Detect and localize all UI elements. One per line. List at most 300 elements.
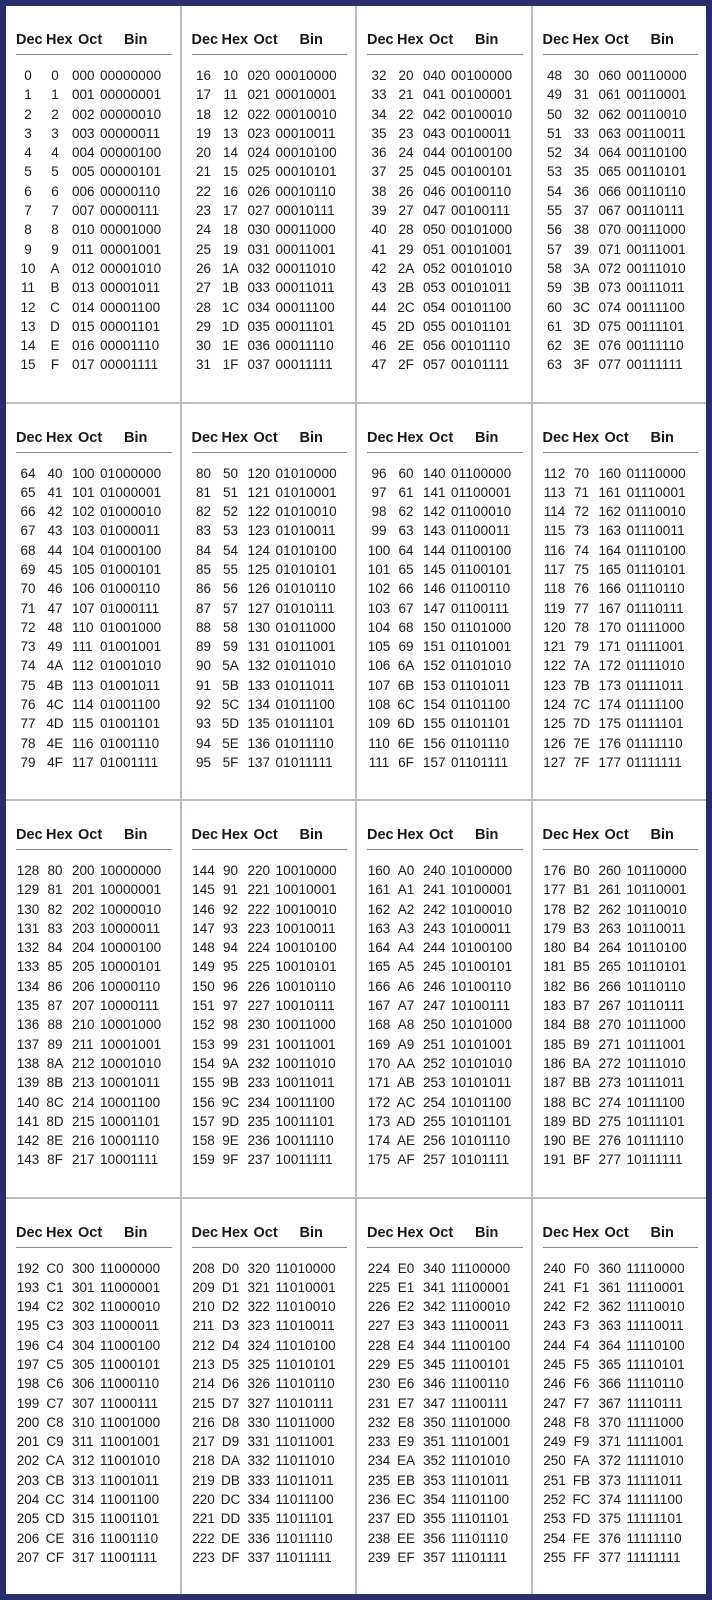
dec-cell: 127 bbox=[543, 754, 566, 770]
table-row bbox=[192, 523, 350, 542]
column-header-oct: Oct bbox=[429, 32, 454, 48]
dec-cell: 224 bbox=[367, 1260, 391, 1276]
table-row bbox=[367, 300, 525, 319]
dec-cell: 166 bbox=[367, 978, 391, 994]
table-row bbox=[16, 504, 174, 523]
bin-cell: 10000001 bbox=[100, 882, 162, 898]
dec-cell: 193 bbox=[16, 1279, 40, 1295]
bin-cell: 10010011 bbox=[275, 920, 336, 936]
dec-cell: 64 bbox=[20, 465, 36, 481]
hex-cell: 9D bbox=[221, 1113, 240, 1129]
table-row bbox=[367, 1318, 525, 1337]
table-row bbox=[16, 1114, 174, 1133]
bin-cell: 01110111 bbox=[626, 600, 684, 616]
hex-cell: 6E bbox=[397, 735, 415, 751]
hex-cell: F1 bbox=[573, 1279, 590, 1295]
bin-cell: 01111001 bbox=[626, 639, 685, 655]
hex-cell: F4 bbox=[573, 1337, 590, 1353]
oct-cell: 231 bbox=[247, 1036, 271, 1052]
bin-cell: 10011011 bbox=[275, 1075, 335, 1091]
oct-cell: 020 bbox=[247, 68, 271, 83]
hex-cell: 5D bbox=[221, 716, 240, 732]
dec-cell: 230 bbox=[367, 1376, 391, 1392]
oct-cell: 160 bbox=[598, 465, 622, 481]
dec-cell: 62 bbox=[546, 338, 563, 354]
hex-cell: FF bbox=[573, 1549, 590, 1565]
hex-cell: C8 bbox=[46, 1414, 64, 1430]
hex-cell: 11 bbox=[223, 87, 238, 103]
dec-cell: 203 bbox=[16, 1472, 40, 1488]
table-row bbox=[192, 902, 350, 921]
oct-cell: 340 bbox=[423, 1260, 446, 1276]
table-row bbox=[367, 319, 525, 338]
bin-cell: 10000010 bbox=[100, 901, 162, 917]
oct-cell: 272 bbox=[598, 1055, 622, 1071]
table-row bbox=[16, 1318, 174, 1337]
table-rows bbox=[367, 1261, 525, 1570]
bin-cell: 10101101 bbox=[451, 1113, 512, 1129]
hex-cell: 53 bbox=[222, 523, 239, 539]
column-header-dec: Dec bbox=[16, 827, 43, 843]
bin-cell: 00000101 bbox=[100, 164, 162, 180]
dec-cell: 219 bbox=[192, 1472, 215, 1488]
table-row bbox=[367, 1550, 525, 1569]
bin-cell: 10111011 bbox=[626, 1075, 685, 1091]
oct-cell: 232 bbox=[247, 1055, 271, 1071]
column-header-hex: Hex bbox=[46, 32, 73, 48]
oct-cell: 166 bbox=[598, 581, 622, 597]
hex-cell: D bbox=[50, 318, 60, 334]
table-row bbox=[543, 1550, 701, 1569]
dec-cell: 204 bbox=[16, 1492, 40, 1508]
oct-cell: 312 bbox=[72, 1453, 95, 1469]
oct-cell: 047 bbox=[423, 203, 446, 219]
column-header-hex: Hex bbox=[221, 429, 249, 446]
oct-cell: 204 bbox=[72, 940, 95, 956]
bin-cell: 10101100 bbox=[451, 1094, 512, 1110]
table-row bbox=[367, 1299, 525, 1318]
oct-cell: 014 bbox=[72, 299, 95, 315]
bin-cell: 00110001 bbox=[626, 87, 687, 103]
dec-cell: 132 bbox=[16, 940, 40, 956]
column-header-row bbox=[16, 430, 172, 453]
table-row bbox=[543, 1434, 701, 1453]
oct-cell: 335 bbox=[247, 1511, 271, 1527]
dec-cell: 252 bbox=[543, 1492, 566, 1508]
table-row bbox=[543, 1017, 701, 1036]
dec-cell: 209 bbox=[192, 1279, 215, 1295]
hex-cell: 49 bbox=[47, 639, 63, 655]
table-row bbox=[192, 504, 350, 523]
column-header-dec: Dec bbox=[367, 429, 394, 446]
oct-cell: 325 bbox=[247, 1356, 271, 1372]
bin-cell: 10010100 bbox=[275, 940, 337, 956]
dec-cell: 139 bbox=[16, 1075, 40, 1091]
oct-cell: 251 bbox=[423, 1036, 446, 1052]
dec-cell: 2 bbox=[24, 106, 32, 122]
oct-cell: 237 bbox=[247, 1152, 271, 1168]
dec-cell: 165 bbox=[367, 959, 391, 975]
dec-cell: 99 bbox=[371, 523, 387, 539]
oct-cell: 127 bbox=[247, 600, 271, 616]
oct-cell: 256 bbox=[423, 1133, 446, 1149]
bin-cell: 01011010 bbox=[275, 658, 336, 674]
dec-cell: 82 bbox=[195, 504, 212, 520]
column-header-bin: Bin bbox=[475, 1224, 499, 1241]
oct-cell: 116 bbox=[72, 735, 94, 751]
bin-cell: 11001101 bbox=[100, 1511, 160, 1527]
dec-cell: 52 bbox=[546, 145, 563, 161]
hex-cell: 76 bbox=[573, 581, 590, 597]
column-header-row bbox=[192, 827, 348, 850]
dec-cell: 70 bbox=[20, 581, 36, 597]
oct-cell: 327 bbox=[247, 1395, 271, 1411]
hex-cell: C bbox=[50, 299, 60, 315]
table-row bbox=[16, 126, 174, 145]
bin-cell: 00001100 bbox=[100, 299, 161, 315]
dec-cell: 26 bbox=[195, 260, 212, 276]
bin-cell: 10001000 bbox=[100, 1017, 162, 1033]
oct-cell: 117 bbox=[72, 754, 94, 770]
table-row bbox=[192, 716, 350, 735]
dec-cell: 141 bbox=[16, 1113, 40, 1129]
hex-cell: AE bbox=[396, 1133, 415, 1149]
oct-cell: 124 bbox=[247, 542, 271, 558]
hex-cell: 3E bbox=[573, 338, 590, 354]
dec-cell: 118 bbox=[543, 581, 566, 597]
hex-cell: 70 bbox=[573, 465, 590, 481]
table-row bbox=[192, 1473, 350, 1492]
hex-cell: E8 bbox=[397, 1414, 415, 1430]
bin-cell: 10011001 bbox=[275, 1036, 336, 1052]
bin-cell: 10011101 bbox=[275, 1113, 335, 1129]
hex-cell: 2F bbox=[398, 357, 414, 373]
bin-cell: 00100101 bbox=[451, 164, 513, 180]
column-header-bin: Bin bbox=[650, 32, 674, 48]
oct-cell: 276 bbox=[598, 1133, 622, 1149]
bin-cell: 01011110 bbox=[275, 735, 334, 751]
table-row bbox=[16, 1095, 174, 1114]
dec-cell: 35 bbox=[371, 125, 387, 141]
bin-cell: 00101011 bbox=[451, 280, 512, 296]
hex-cell: 89 bbox=[47, 1036, 63, 1052]
oct-cell: 200 bbox=[72, 863, 95, 878]
dec-cell: 89 bbox=[195, 639, 212, 655]
table-row bbox=[543, 562, 701, 581]
table-row bbox=[543, 940, 701, 959]
hex-cell: 8 bbox=[51, 222, 59, 238]
oct-cell: 346 bbox=[423, 1376, 446, 1392]
hex-cell: B7 bbox=[573, 998, 590, 1014]
table-row bbox=[16, 523, 174, 542]
hex-cell: D4 bbox=[221, 1337, 240, 1353]
table-row bbox=[16, 998, 174, 1017]
dec-cell: 244 bbox=[543, 1337, 566, 1353]
table-rows bbox=[16, 68, 174, 377]
dec-cell: 68 bbox=[20, 542, 36, 558]
hex-cell: FB bbox=[572, 1472, 591, 1488]
bin-cell: 00011000 bbox=[275, 222, 336, 238]
table-row bbox=[16, 882, 174, 901]
table-row bbox=[367, 68, 525, 87]
oct-cell: 341 bbox=[423, 1279, 446, 1295]
hex-cell: 1D bbox=[221, 318, 240, 334]
table-row bbox=[192, 1152, 350, 1171]
bin-cell: 10001110 bbox=[100, 1133, 160, 1149]
oct-cell: 023 bbox=[247, 125, 271, 141]
oct-cell: 067 bbox=[598, 203, 622, 219]
oct-cell: 234 bbox=[247, 1094, 271, 1110]
hex-cell: C7 bbox=[46, 1395, 64, 1411]
bin-cell: 00110110 bbox=[626, 183, 686, 199]
table-block bbox=[533, 6, 707, 402]
bin-cell: 10100011 bbox=[451, 920, 512, 936]
oct-cell: 230 bbox=[247, 1017, 271, 1033]
dec-cell: 237 bbox=[367, 1511, 391, 1527]
hex-cell: 9B bbox=[222, 1075, 239, 1091]
oct-cell: 353 bbox=[423, 1472, 446, 1488]
oct-cell: 203 bbox=[72, 920, 95, 936]
column-header-hex: Hex bbox=[397, 429, 424, 446]
bin-cell: 01011000 bbox=[275, 619, 336, 635]
oct-cell: 263 bbox=[598, 920, 622, 936]
bin-cell: 00001010 bbox=[100, 260, 162, 276]
bin-cell: 11000100 bbox=[100, 1337, 161, 1353]
hex-cell: 58 bbox=[222, 619, 239, 635]
table-row bbox=[367, 620, 525, 639]
dec-cell: 114 bbox=[543, 504, 566, 520]
hex-cell: 9E bbox=[222, 1133, 239, 1149]
oct-cell: 274 bbox=[598, 1094, 622, 1110]
hex-cell: BF bbox=[572, 1152, 591, 1168]
hex-cell: DF bbox=[221, 1549, 240, 1565]
hex-cell: DA bbox=[221, 1453, 240, 1469]
bin-cell: 01000001 bbox=[100, 484, 162, 500]
bin-cell: 11011110 bbox=[275, 1530, 333, 1546]
oct-cell: 302 bbox=[72, 1299, 95, 1315]
bin-cell: 10000000 bbox=[100, 863, 162, 878]
table-row bbox=[367, 107, 525, 126]
oct-cell: 142 bbox=[423, 504, 446, 520]
dec-cell: 51 bbox=[546, 125, 563, 141]
oct-cell: 347 bbox=[423, 1395, 446, 1411]
table-rows bbox=[543, 1261, 701, 1570]
bin-cell: 10001101 bbox=[100, 1113, 161, 1129]
column-header-row bbox=[192, 32, 348, 55]
column-header-hex: Hex bbox=[572, 1224, 600, 1241]
table-row bbox=[367, 998, 525, 1017]
bin-cell: 10001100 bbox=[100, 1094, 161, 1110]
bin-cell: 00110101 bbox=[626, 164, 687, 180]
hex-cell: EB bbox=[396, 1472, 415, 1488]
table-row bbox=[192, 203, 350, 222]
table-row bbox=[192, 755, 350, 774]
hex-cell: F6 bbox=[573, 1376, 590, 1392]
hex-cell: 72 bbox=[573, 504, 590, 520]
table-row bbox=[16, 242, 174, 261]
dec-cell: 15 bbox=[20, 357, 36, 373]
oct-cell: 153 bbox=[423, 677, 446, 693]
table-row bbox=[543, 466, 701, 485]
bin-cell: 11011010 bbox=[275, 1453, 335, 1469]
bin-cell: 01111100 bbox=[626, 697, 684, 713]
dec-cell: 18 bbox=[195, 106, 212, 122]
column-header-oct: Oct bbox=[78, 827, 103, 843]
hex-cell: 27 bbox=[398, 203, 414, 219]
dec-cell: 238 bbox=[367, 1530, 391, 1546]
hex-cell: A8 bbox=[397, 1017, 415, 1033]
dec-cell: 223 bbox=[192, 1549, 215, 1565]
hex-cell: 15 bbox=[222, 164, 239, 180]
table-row bbox=[543, 921, 701, 940]
oct-cell: 363 bbox=[598, 1318, 622, 1334]
dec-cell: 130 bbox=[16, 901, 40, 917]
table-row bbox=[543, 1318, 701, 1337]
bin-cell: 01011001 bbox=[275, 639, 336, 655]
table-row bbox=[192, 697, 350, 716]
dec-cell: 61 bbox=[546, 318, 563, 334]
oct-cell: 246 bbox=[423, 978, 446, 994]
dec-cell: 95 bbox=[195, 754, 212, 770]
oct-cell: 106 bbox=[72, 581, 95, 597]
dec-cell: 36 bbox=[371, 145, 387, 161]
table-row bbox=[543, 242, 701, 261]
dec-cell: 81 bbox=[195, 484, 212, 500]
bin-cell: 01001010 bbox=[100, 658, 162, 674]
bin-cell: 00011011 bbox=[275, 280, 335, 296]
hex-cell: 73 bbox=[573, 523, 590, 539]
table-row bbox=[192, 1531, 350, 1550]
bin-cell: 00101111 bbox=[451, 357, 510, 373]
column-header-row bbox=[543, 827, 699, 850]
table-row bbox=[543, 280, 701, 299]
table-row bbox=[192, 1017, 350, 1036]
dec-cell: 46 bbox=[371, 338, 387, 354]
dec-cell: 108 bbox=[367, 697, 391, 713]
hex-cell: 30 bbox=[573, 68, 590, 83]
bin-cell: 01001111 bbox=[100, 754, 159, 770]
bin-cell: 00101101 bbox=[451, 318, 512, 334]
table-row bbox=[16, 300, 174, 319]
table-row bbox=[543, 87, 701, 106]
hex-cell: 4 bbox=[51, 145, 59, 161]
bin-cell: 01100111 bbox=[451, 600, 510, 616]
oct-cell: 032 bbox=[247, 260, 271, 276]
dec-cell: 231 bbox=[367, 1395, 391, 1411]
table-row bbox=[367, 184, 525, 203]
dec-cell: 175 bbox=[367, 1152, 391, 1168]
table-row bbox=[192, 678, 350, 697]
oct-cell: 066 bbox=[598, 183, 622, 199]
oct-cell: 043 bbox=[423, 125, 446, 141]
table-row bbox=[367, 1492, 525, 1511]
table-row bbox=[16, 1550, 174, 1569]
table-rows bbox=[16, 466, 174, 775]
table-rows bbox=[367, 68, 525, 377]
table-row bbox=[367, 1280, 525, 1299]
dec-cell: 143 bbox=[16, 1152, 40, 1168]
bin-cell: 01000010 bbox=[100, 504, 162, 520]
dec-cell: 234 bbox=[367, 1453, 391, 1469]
bin-cell: 00000011 bbox=[100, 125, 161, 141]
column-header-bin: Bin bbox=[299, 32, 323, 48]
dec-cell: 48 bbox=[546, 68, 563, 83]
dec-cell: 215 bbox=[192, 1395, 215, 1411]
bin-cell: 11001000 bbox=[100, 1414, 161, 1430]
oct-cell: 045 bbox=[423, 164, 446, 180]
table-row bbox=[367, 1473, 525, 1492]
hex-cell: F2 bbox=[573, 1299, 590, 1315]
dec-cell: 107 bbox=[367, 677, 391, 693]
table-row bbox=[16, 338, 174, 357]
dec-cell: 169 bbox=[367, 1036, 391, 1052]
dec-cell: 77 bbox=[20, 716, 36, 732]
hex-cell: 94 bbox=[222, 940, 239, 956]
oct-cell: 301 bbox=[72, 1279, 95, 1295]
table-row bbox=[16, 1056, 174, 1075]
oct-cell: 037 bbox=[247, 357, 271, 373]
bin-cell: 00010111 bbox=[275, 203, 335, 219]
oct-cell: 372 bbox=[598, 1453, 622, 1469]
dec-cell: 222 bbox=[192, 1530, 215, 1546]
hex-cell: FA bbox=[573, 1453, 590, 1469]
table-row bbox=[16, 921, 174, 940]
oct-cell: 136 bbox=[247, 735, 271, 751]
hex-cell: 1A bbox=[222, 260, 239, 276]
table-row bbox=[16, 601, 174, 620]
table-rows bbox=[367, 863, 525, 1172]
bin-cell: 11110110 bbox=[626, 1376, 684, 1392]
bin-cell: 11110111 bbox=[626, 1395, 683, 1411]
table-row bbox=[543, 998, 701, 1017]
oct-cell: 133 bbox=[247, 677, 271, 693]
hex-cell: 22 bbox=[398, 106, 414, 122]
column-header-oct: Oct bbox=[604, 32, 629, 48]
bin-cell: 01100101 bbox=[451, 561, 512, 577]
bin-cell: 01011011 bbox=[275, 677, 335, 693]
oct-cell: 305 bbox=[72, 1356, 95, 1372]
hex-cell: E bbox=[50, 338, 60, 354]
oct-cell: 016 bbox=[72, 338, 95, 354]
table-row bbox=[192, 1095, 350, 1114]
hex-cell: 5B bbox=[222, 677, 239, 693]
dec-cell: 122 bbox=[543, 658, 566, 674]
bin-cell: 01111111 bbox=[626, 754, 682, 770]
hex-cell: C6 bbox=[46, 1376, 64, 1392]
bin-cell: 10100111 bbox=[451, 998, 511, 1014]
hex-cell: 55 bbox=[222, 561, 239, 577]
column-header-bin: Bin bbox=[650, 1224, 674, 1241]
oct-cell: 064 bbox=[598, 145, 622, 161]
hex-cell: B9 bbox=[573, 1036, 590, 1052]
table-row bbox=[367, 601, 525, 620]
hex-cell: 82 bbox=[47, 901, 63, 917]
table-row bbox=[16, 639, 174, 658]
hex-cell: 47 bbox=[47, 600, 63, 616]
table-row bbox=[16, 940, 174, 959]
oct-cell: 145 bbox=[423, 561, 446, 577]
dec-cell: 138 bbox=[16, 1055, 40, 1071]
dec-cell: 110 bbox=[368, 735, 390, 751]
dec-cell: 71 bbox=[20, 600, 36, 616]
dec-cell: 154 bbox=[192, 1055, 215, 1071]
hex-cell: 32 bbox=[573, 106, 590, 122]
hex-cell: 5F bbox=[222, 754, 239, 770]
hex-cell: BE bbox=[572, 1133, 591, 1149]
bin-cell: 01101101 bbox=[451, 716, 511, 732]
oct-cell: 352 bbox=[423, 1453, 446, 1469]
oct-cell: 122 bbox=[247, 504, 271, 520]
